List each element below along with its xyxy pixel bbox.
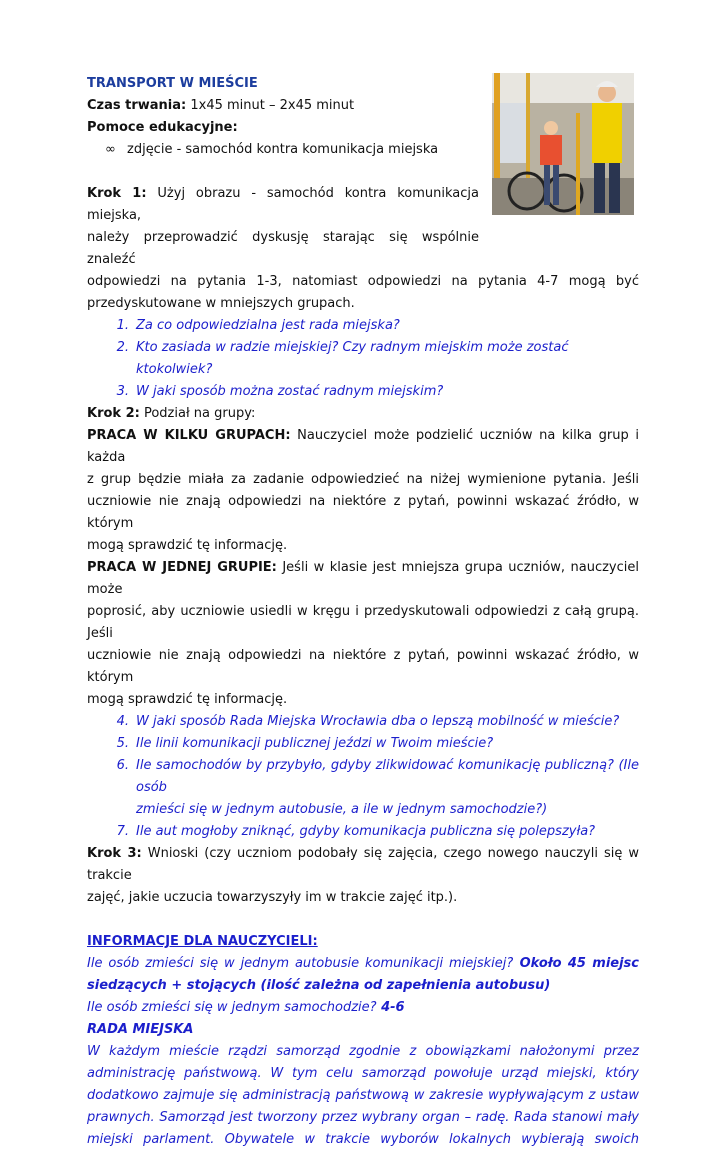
list-item: 3. W jaki sposób można zostać radnym miejskim? [116,384,444,399]
page-title: TRANSPORT W MIEŚCIE [87,76,258,91]
council-heading: RADA MIEJSKA [87,1022,194,1037]
step1-line-2: należy przeprowadzić dyskusję starając się wspólnie znaleźć [87,230,479,267]
aids-label: Pomoce edukacyjne: [87,120,238,135]
questions-list-a [87,315,639,403]
council-line-1: W każdym mieście rządzi samorząd zgodnie z obowiązkami nałożonymi przez [87,1044,639,1059]
list-item: 7. Ile aut mogłoby zniknąć, gdyby komunikacja publiczna się polepszyła? [116,824,596,839]
list-item-continuation: zmieści się w jednym autobusie, a ile w jednym samochodzie?) [136,802,548,817]
council-line-5: miejski parlament. Obywatele w trakcie wyborów lokalnych wybierają swoich [87,1132,639,1147]
group-many-label: PRACA W KILKU GRUPACH: [87,428,291,443]
step1-label: Krok 1: [87,186,147,201]
document-body [87,70,639,1151]
group-one-line-2: poprosić, aby uczniowie usiedli w kręgu i przedyskutowali odpowiedzi z całą grupą. Jeśli [87,604,639,641]
group-many-line-2: z grup będzie miała za zadanie odpowiedzieć na niżej wymienione pytania. Jeśli [87,472,639,487]
step3-line-1: Krok 3: Wnioski (czy uczniom podobały się zajęcia, czego nowego nauczyli się w trakcie [87,846,639,883]
duration [87,95,639,117]
info-a1-line2: siedzących + stojących (ilość zależna od zapełnienia autobusu) [87,978,551,993]
aids-item [87,139,639,161]
step2: Krok 2: Podział na grupy: [87,406,256,421]
questions-list-b [87,711,639,843]
list-item: 4. W jaki sposób Rada Miejska Wrocławia dba o lepszą mobilność w mieście? [116,714,620,729]
group-one-line-1: PRACA W JEDNEJ GRUPIE: Jeśli w klasie jest mniejsza grupa uczniów, nauczyciel może [87,560,639,597]
info-heading: INFORMACJE DLA NAUCZYCIELI: [87,934,318,949]
step3-label: Krok 3: [87,846,142,861]
info-q2-line: Ile osób zmieści się w jednym samochodzie? 4-6 [87,1000,405,1015]
group-many-line-3: uczniowie nie znają odpowiedzi na niektóre z pytań, powinni wskazać źródło, w którym [87,494,639,531]
group-one-line-3: uczniowie nie znają odpowiedzi na niektóre z pytań, powinni wskazać źródło, w którym [87,648,639,685]
list-item: 5. Ile linii komunikacji publicznej jeździ w Twoim mieście? [116,736,494,751]
list-item: 2. Kto zasiada w radzie miejskiej? Czy radnym miejskim może zostać ktokolwiek? [116,340,569,377]
step1-line-4: przedyskutowane w mniejszych grupach. [87,296,355,311]
info-q1-line: Ile osób zmieści się w jednym autobusie komunikacji miejskiej? Około 45 miejsc [87,956,640,971]
step3-line-2: zajęć, jakie uczucia towarzyszyły im w trakcie zajęć itp.). [87,890,458,905]
duration-label: Czas trwania: [87,98,187,113]
group-one-label: PRACA W JEDNEJ GRUPIE: [87,560,277,575]
duration-value: 1x45 minut – 2x45 minut [186,98,355,113]
group-many-line-4: mogą sprawdzić tę informację. [87,538,288,553]
group-many-line-1: PRACA W KILKU GRUPACH: Nauczyciel może podzielić uczniów na kilka grup i każda [87,428,639,465]
group-one-line-4: mogą sprawdzić tę informację. [87,692,288,707]
list-item: 6. Ile samochodów by przybyło, gdyby zlikwidować komunikację publiczną? (Ile osób [116,758,639,795]
step1-line-1: Krok 1: Użyj obrazu - samochód kontra komunikacja miejska, [87,186,479,223]
step1-line-3: odpowiedzi na pytania 1-3, natomiast odpowiedzi na pytania 4-7 mogą być [87,274,639,289]
aids-item-text: zdjęcie - samochód kontra komunikacja miejska [127,142,439,157]
infinity-bullet-icon: ∞ [105,142,116,157]
list-item: 1. Za co odpowiedzialna jest rada miejska? [116,318,400,333]
council-line-3: dodatkowo zajmuje się administracją państwową w zakresie wypływającym z ustaw [87,1088,639,1103]
council-line-4: prawnych. Samorząd jest tworzony przez wybrany organ – radę. Rada stanowi mały [87,1110,639,1125]
council-line-2: administrację państwową. W tym celu samorząd powołuje urząd miejski, który [87,1066,639,1081]
